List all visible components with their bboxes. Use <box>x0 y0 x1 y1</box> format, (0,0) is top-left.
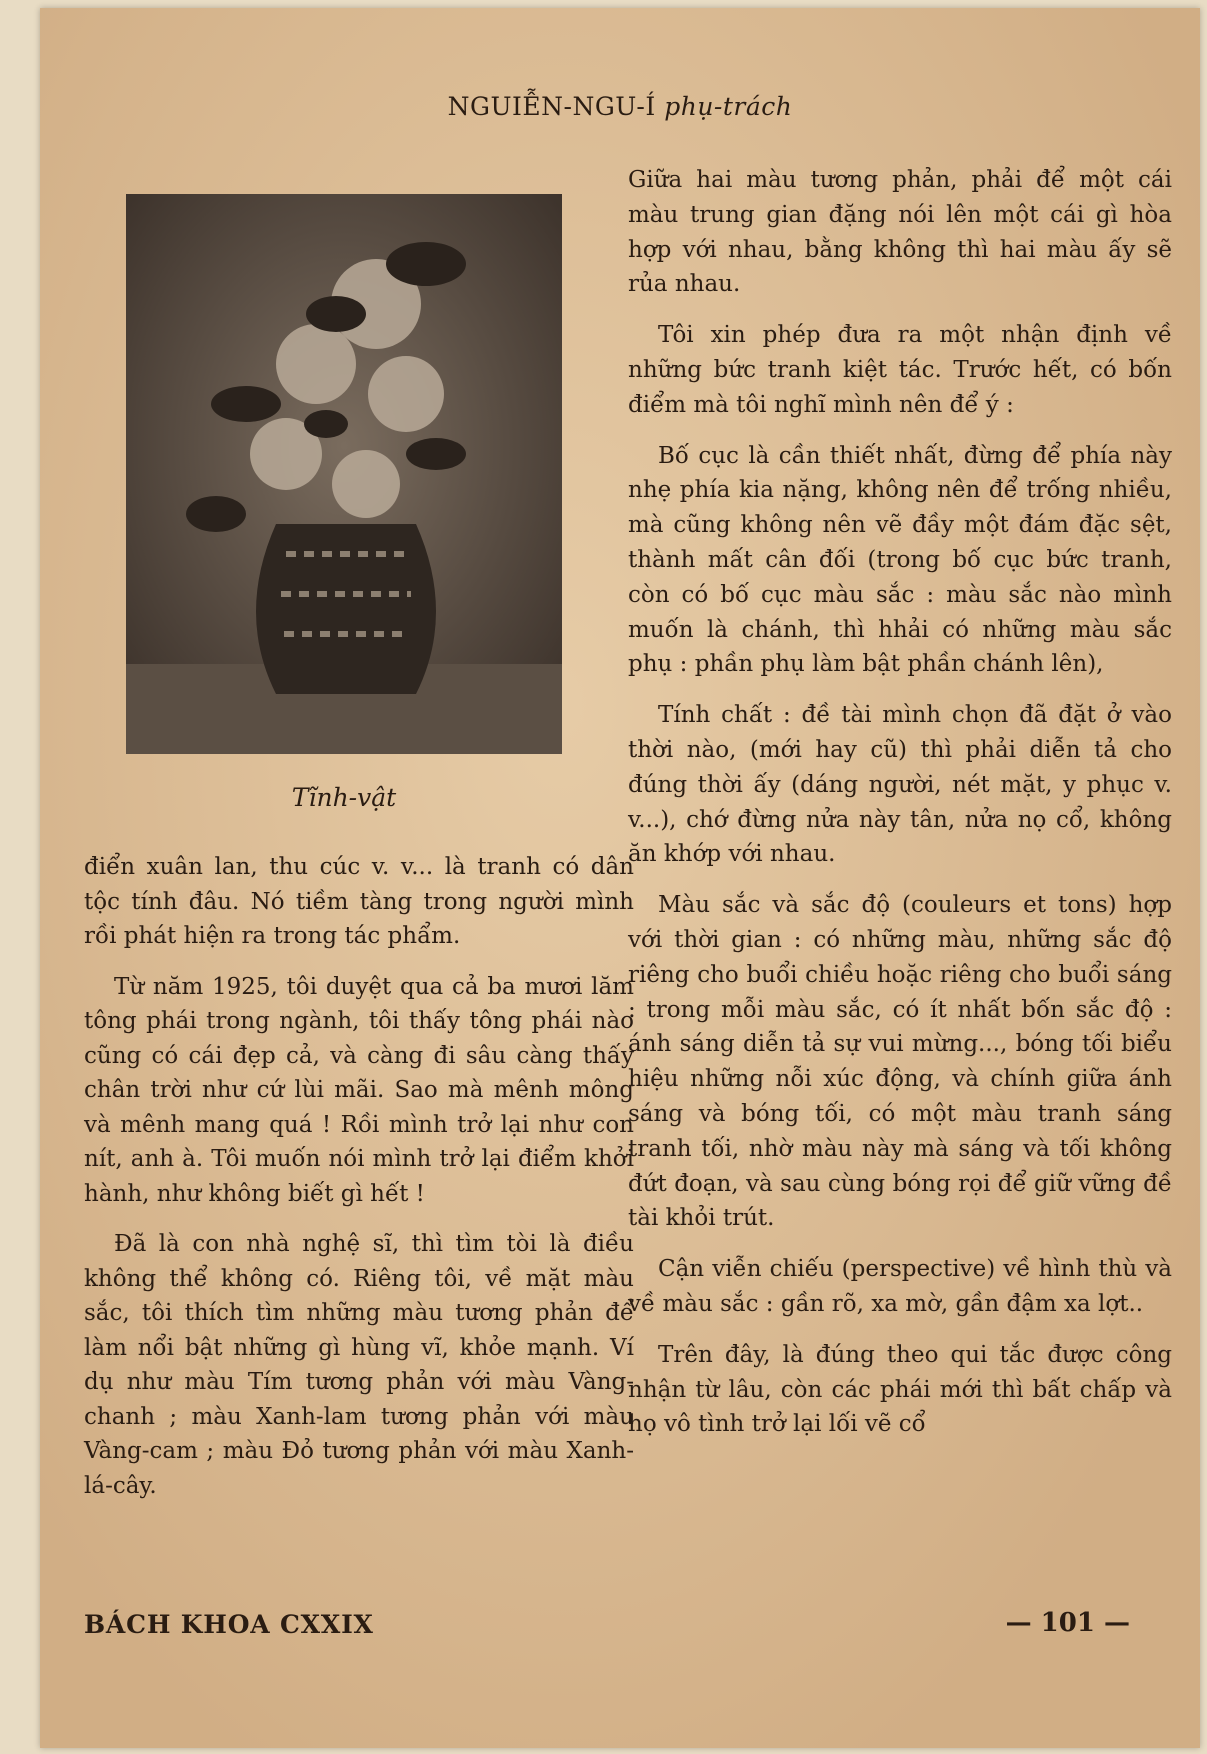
page-header <box>40 92 1200 121</box>
paragraph: Tính chất : đề tài mình chọn đã đặt ở vào thời nào, (mới hay cũ) thì phải diễn tả cho đúng thời ấy (dáng người, nét mặt, y phục v. v...), chớ đừng nửa này tân, nửa nọ cổ, không ăn khớp với nhau. <box>628 702 1172 868</box>
left-column <box>84 850 634 1519</box>
paragraph: Trên đây, là đúng theo qui tắc được công nhận từ lâu, còn các phái mới thì bất chấp và họ vô tình trở lại lối vẽ cổ <box>628 1341 1172 1438</box>
paragraph: Tôi xin phép đưa ra một nhận định về những bức tranh kiệt tác. Trước hết, có bốn điểm mà tôi nghĩ mình nên để ý : <box>628 322 1172 418</box>
publication-name: BÁCH KHOA CXXIX <box>84 1610 374 1639</box>
author-role: phụ-trách <box>664 92 793 121</box>
magazine-page <box>40 8 1200 1748</box>
paragraph: Cận viễn chiếu (perspective) về hình thù và về màu sắc : gần rõ, xa mờ, gần đậm xa lợt.. <box>628 1256 1172 1317</box>
page-number: — 101 — <box>1005 1608 1130 1638</box>
paragraph: điển xuân lan, thu cúc v. v... là tranh có dân tộc tính đâu. Nó tiềm tàng trong người mình rồi phát hiện ra trong tác phẩm. <box>84 854 634 949</box>
paragraph: Bố cục là cần thiết nhất, đừng để phía này nhẹ phía kia nặng, không nên để trống nhiều, mà cũng không nên vẽ đầy một đám đặc sệt, thành mất cân đối (trong bố cục bức tranh, còn có bố cục màu sắc : màu sắc nào mình muốn là chánh, thì hhải có những màu sắc phụ : phần phụ làm bật phần chánh lên), <box>628 442 1172 678</box>
figure-caption: Tĩnh-vật <box>291 783 397 812</box>
paragraph: Giữa hai màu tương phản, phải để một cái màu trung gian đặng nói lên một cái gì hòa hợp với nhau, bằng không thì hai màu ấy sẽ rủa nhau. <box>628 167 1172 298</box>
paragraph: Đã là con nhà nghệ sĩ, thì tìm tòi là điều không thể không có. Riêng tôi, về mặt màu sắc, tôi thích tìm những màu tương phản để làm nổi bật những gì hùng vĩ, khỏe mạnh. Ví dụ như màu Tím tương phản với màu Vàng-chanh ; màu Xanh-lam tương phản với màu Vàng-cam ; màu Đỏ tương phản với màu Xanh-lá-cây. <box>84 1231 634 1499</box>
author-name: NGUIỄN-NGU-Í <box>447 92 656 121</box>
paragraph: Từ năm 1925, tôi duyệt qua cả ba mươi lăm tông phái trong ngành, tôi thấy tông phái nào cũng có cái đẹp cả, và càng đi sâu càng thấy chân trời như cứ lùi mãi. Sao mà mênh mông và mênh mang quá ! Rồi mình trở lại như con nít, anh à. Tôi muốn nói mình trở lại điểm khởi hành, như không biết gì hết ! <box>84 973 634 1207</box>
still-life-painting <box>126 194 562 754</box>
paragraph: Màu sắc và sắc độ (couleurs et tons) hợp với thời gian : có những màu, những sắc độ riêng cho buổi chiều hoặc riêng cho buổi sáng : trong mỗi màu sắc, có ít nhất bốn sắc độ : ánh sáng diễn tả sự vui mừng..., bóng tối biểu hiệu những nỗi xúc động, và chính giữa ánh sáng và bóng tối, có một màu tranh sáng tranh tối, nhờ màu này mà sáng và tối không đứt đoạn, và sau cùng bóng rọi để giữ vững đề tài khỏi trút. <box>628 892 1172 1232</box>
still-life-photo <box>126 194 562 754</box>
right-column <box>628 163 1172 1458</box>
